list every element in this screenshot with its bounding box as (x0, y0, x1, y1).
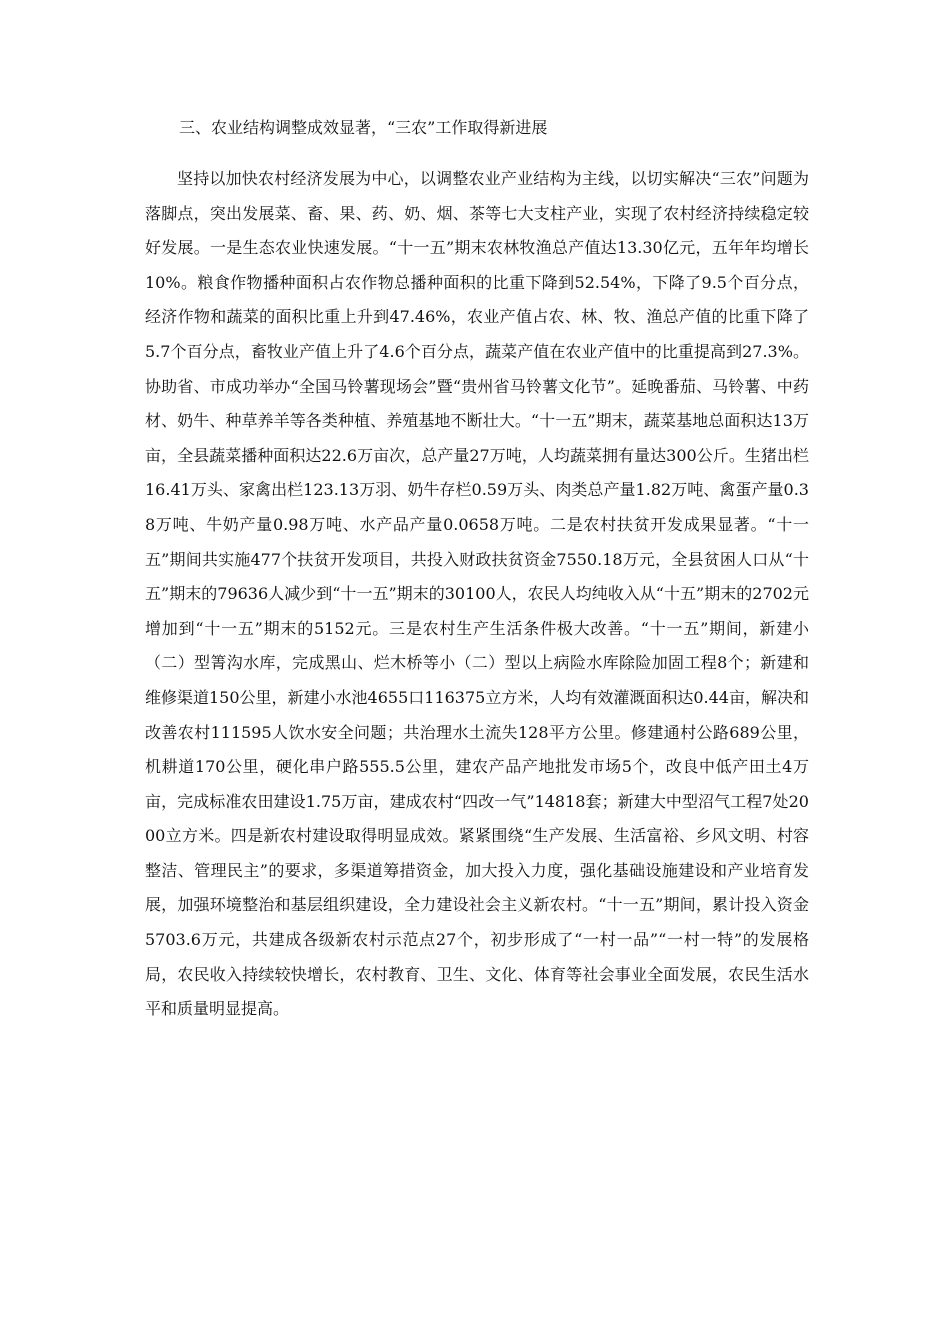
document-content (145, 116, 809, 1027)
body-paragraph: 坚持以加快农村经济发展为中心，以调整农业产业结构为主线，以切实解决“三农”问题为落脚点，突出发展菜、畜、果、药、奶、烟、茶等七大支柱产业，实现了农村经济持续稳定较好发展。一是生态农业快速发展。“十一五”期末农林牧渔总产值达13.30亿元，五年年均增长10%。粮食作物播种面积占农作物总播种面积的比重下降到52.54%，下降了9.5个百分点，经济作物和蔬菜的面积比重上升到47.46%，农业产值占农、林、牧、渔总产值的比重下降了5.7个百分点，畜牧业产值上升了4.6个百分点，蔬菜产值在农业产值中的比重提高到27.3%。协助省、市成功举办“全国马铃薯现场会”暨“贵州省马铃薯文化节”。延晚番茄、马铃薯、中药材、奶牛、种草养羊等各类种植、养殖基地不断壮大。“十一五”期末，蔬菜基地总面积达13万亩，全县蔬菜播种面积达22.6万亩次，总产量27万吨，人均蔬菜拥有量达300公斤。生猪出栏16.41万头、家禽出栏123.13万羽、奶牛存栏0.59万头、肉类总产量1.82万吨、禽蛋产量0.38万吨、牛奶产量0.98万吨、水产品产量0.0658万吨。二是农村扶贫开发成果显著。“十一五”期间共实施477个扶贫开发项目，共投入财政扶贫资金7550.18万元，全县贫困人口从“十五”期末的79636人减少到“十一五”期末的30100人，农民人均纯收入从“十五”期末的2702元增加到“十一五”期末的5152元。三是农村生产生活条件极大改善。“十一五”期间，新建小（二）型箐沟水库，完成黑山、烂木桥等小（二）型以上病险水库除险加固工程8个；新建和维修渠道150公里，新建小水池4655口116375立方米，人均有效灌溉面积达0.44亩，解决和改善农村111595人饮水安全问题；共治理水土流失128平方公里。修建通村公路689公里，机耕道170公里，硬化串户路555.5公里，建农产品产地批发市场5个，改良中低产田土4万亩，完成标准农田建设1.75万亩，建成农村“四改一气”14818套；新建大中型沼气工程7处2000立方米。四是新农村建设取得明显成效。紧紧围绕“生产发展、生活富裕、乡风文明、村容整洁、管理民主”的要求，多渠道筹措资金，加大投入力度，强化基础设施建设和产业培育发展，加强环境整治和基层组织建设，全力建设社会主义新农村。“十一五”期间，累计投入资金5703.6万元，共建成各级新农村示范点27个，初步形成了“一村一品”“一村一特”的发展格局，农民收入持续较快增长，农村教育、卫生、文化、体育等社会事业全面发展，农民生活水平和质量明显提高。 (145, 169, 809, 1019)
section-heading: 三、农业结构调整成效显著，“三农”工作取得新进展 (179, 118, 548, 137)
